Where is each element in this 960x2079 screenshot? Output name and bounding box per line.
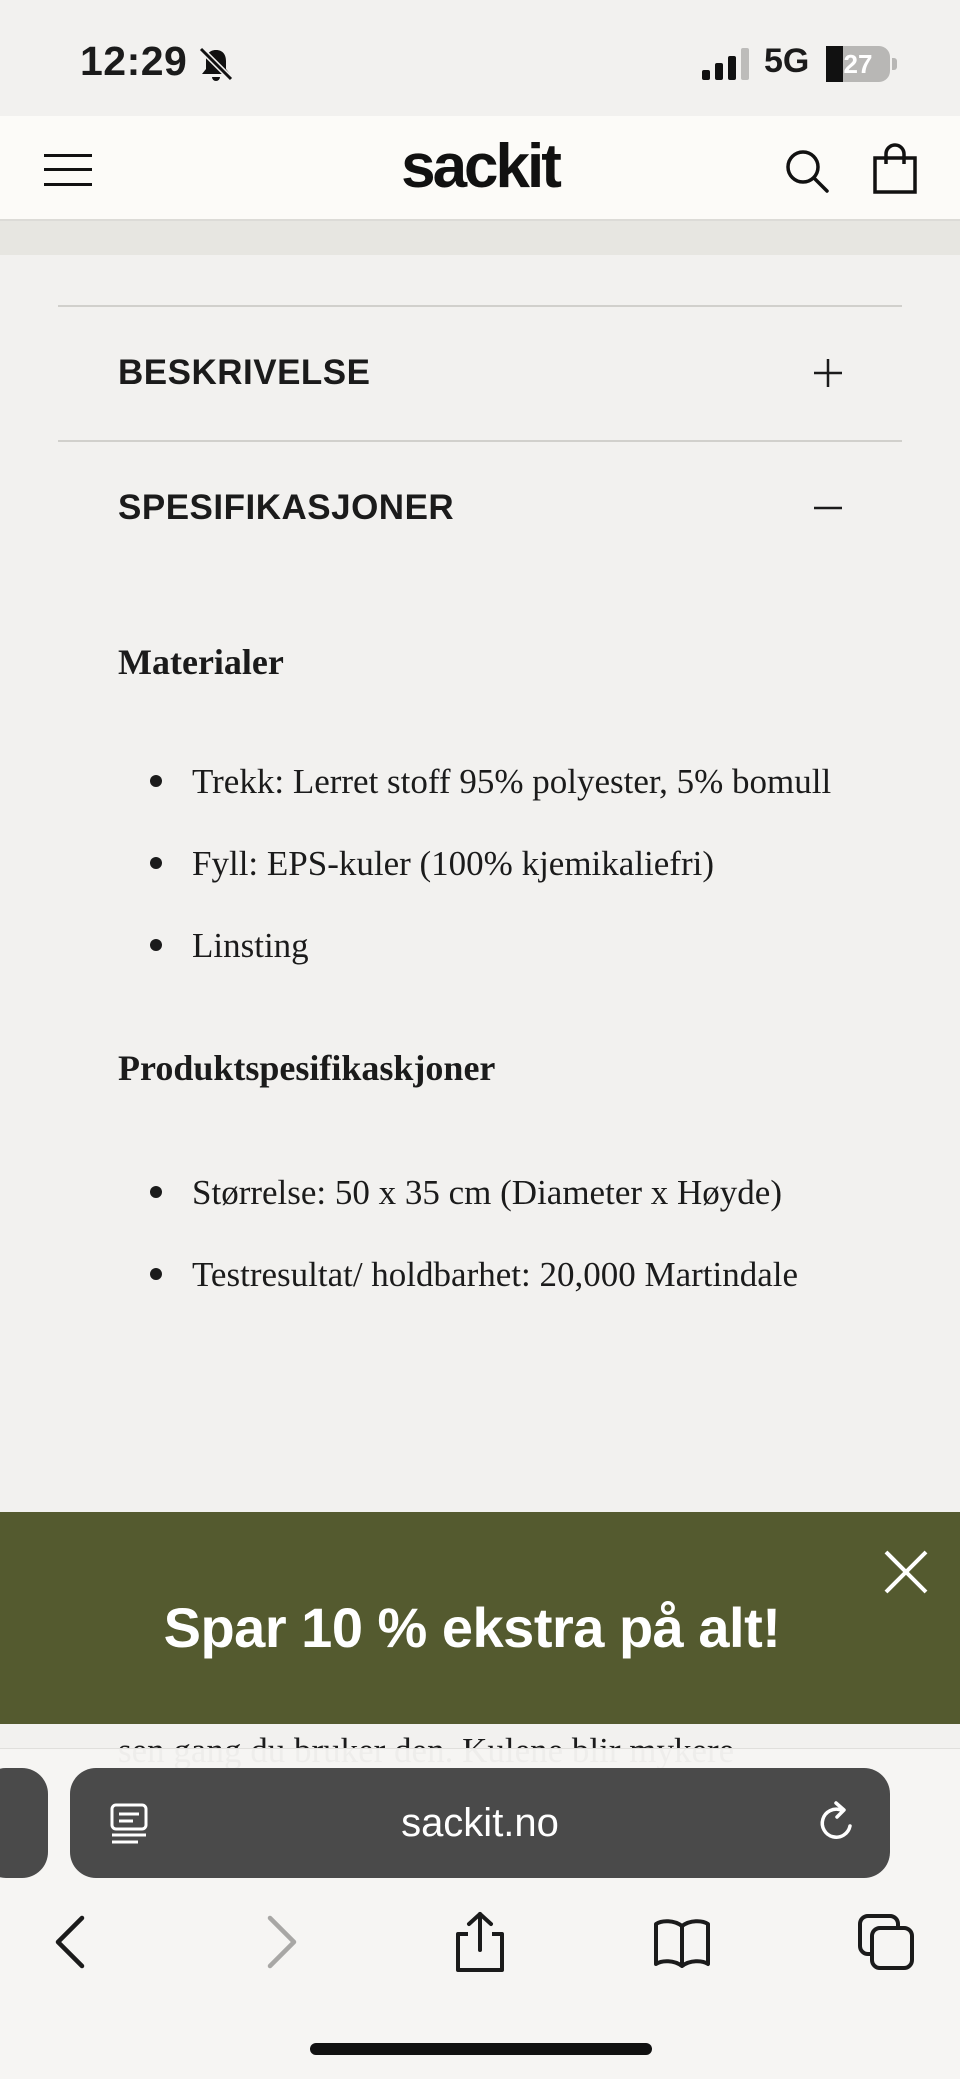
bell-slash-icon	[196, 44, 236, 84]
accordion-title: SPESIFIKASJONER	[118, 488, 455, 527]
back-icon[interactable]	[42, 1912, 102, 1972]
signal-icon	[700, 48, 752, 80]
battery-level: 27	[843, 49, 873, 79]
shopping-bag-icon[interactable]	[870, 142, 920, 196]
list-item: Trekk: Lerret stoff 95% polyester, 5% bomull	[118, 753, 858, 810]
close-icon[interactable]	[880, 1546, 932, 1598]
header-strip	[0, 221, 960, 255]
network-label: 5G	[764, 42, 810, 80]
status-bar	[0, 0, 960, 116]
specifications-panel	[118, 640, 858, 1303]
materials-heading: Materialer	[118, 642, 284, 682]
list-item: Linsting	[118, 917, 858, 974]
hamburger-menu-icon[interactable]	[40, 150, 96, 190]
forward-icon[interactable]	[250, 1912, 310, 1972]
status-time: 12:29	[80, 38, 188, 84]
reader-icon[interactable]	[108, 1802, 150, 1844]
previous-tab[interactable]	[0, 1768, 48, 1878]
reload-icon[interactable]	[814, 1800, 860, 1846]
product-specs-list	[118, 1164, 858, 1303]
accordion-beskrivelse[interactable]	[58, 307, 902, 439]
address-bar[interactable]	[70, 1768, 890, 1878]
url-text[interactable]: sackit.no	[401, 1801, 559, 1845]
battery-icon	[826, 46, 898, 82]
site-header	[0, 116, 960, 221]
share-icon[interactable]	[450, 1912, 510, 1972]
home-indicator	[310, 2043, 652, 2055]
product-specs-heading: Produktspesifikaskjoner	[118, 1048, 496, 1088]
list-item: Størrelse: 50 x 35 cm (Diameter x Høyde)	[118, 1164, 858, 1221]
bookmarks-icon[interactable]	[652, 1912, 712, 1972]
accordion-spesifikasjoner[interactable]	[58, 442, 902, 574]
accordion-title: BESKRIVELSE	[118, 353, 371, 392]
list-item: Fyll: EPS-kuler (100% kjemikaliefri)	[118, 835, 858, 892]
site-logo[interactable]: sackit	[401, 132, 559, 201]
plus-icon[interactable]	[812, 357, 844, 389]
materials-list	[118, 753, 858, 974]
tabs-icon[interactable]	[856, 1912, 916, 1972]
search-icon[interactable]	[782, 146, 832, 196]
promo-text: Spar 10 % ekstra på alt!	[163, 1596, 781, 1659]
promo-banner[interactable]	[0, 1512, 960, 1724]
minus-icon[interactable]	[812, 492, 844, 524]
list-item: Testresultat/ holdbarhet: 20,000 Martindale	[118, 1246, 858, 1303]
